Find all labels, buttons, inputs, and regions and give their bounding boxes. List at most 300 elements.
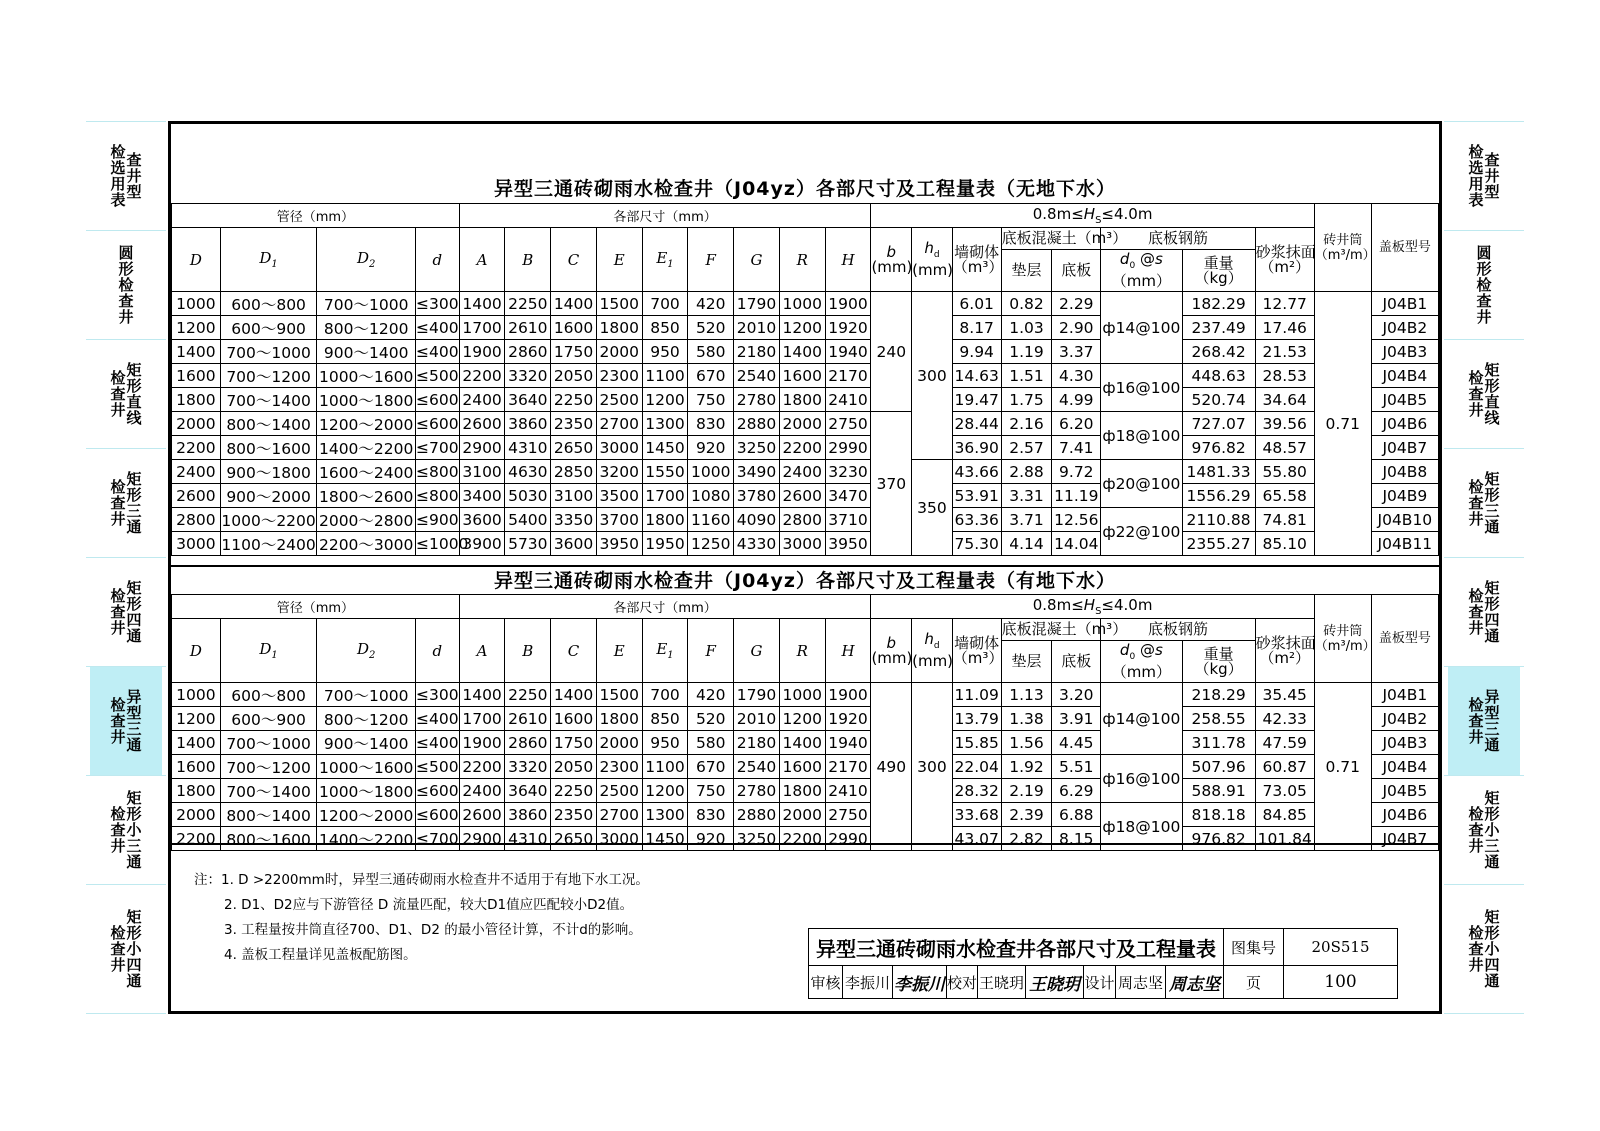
table-cell: 1000～1600 bbox=[317, 364, 416, 388]
table-cell: 3.37 bbox=[1052, 340, 1101, 364]
slab-rebar-header: 底板钢筋 bbox=[1101, 619, 1256, 641]
cover-type: J04B5 bbox=[1371, 779, 1438, 803]
notes bbox=[194, 868, 649, 968]
table-cell: 47.59 bbox=[1255, 731, 1314, 755]
table-cell: ≤400 bbox=[415, 316, 459, 340]
table-row bbox=[172, 364, 1439, 388]
table-cell: 2180 bbox=[734, 340, 780, 364]
table-cell: ≤800 bbox=[415, 460, 459, 484]
table-cell: 2400 bbox=[459, 388, 505, 412]
table-cell: 311.78 bbox=[1182, 731, 1255, 755]
sidebar-item-2[interactable]: 检 查 井 矩 形 直 线 bbox=[110, 361, 142, 427]
table-cell: 700 bbox=[642, 292, 688, 316]
table-cell: 2.90 bbox=[1052, 316, 1101, 340]
table-cell: 2.88 bbox=[1001, 460, 1052, 484]
table-cell: 2350 bbox=[551, 803, 597, 827]
table-cell: 1900 bbox=[459, 731, 505, 755]
cover-type: J04B8 bbox=[1371, 460, 1438, 484]
table-cell: 800～1600 bbox=[220, 827, 317, 851]
table-cell: ≤300 bbox=[415, 292, 459, 316]
table-cell: 2600 bbox=[459, 803, 505, 827]
table-row bbox=[172, 803, 1439, 827]
table-cell: 268.42 bbox=[1182, 340, 1255, 364]
table-cell: 900～1800 bbox=[220, 460, 317, 484]
table-cell: 2600 bbox=[459, 412, 505, 436]
table-cell: ≤1000 bbox=[415, 532, 459, 556]
table-cell: 3950 bbox=[825, 532, 871, 556]
table-cell: 2200 bbox=[779, 827, 825, 851]
col-weight: 重量 （kg） bbox=[1182, 250, 1255, 292]
table-cell: ≤800 bbox=[415, 484, 459, 508]
table-cell: 2.57 bbox=[1001, 436, 1052, 460]
table-cell: 1250 bbox=[688, 532, 734, 556]
table-cell: 1920 bbox=[825, 707, 871, 731]
sidebar-item-6[interactable]: 检 查 井 矩 形 小 三 通 bbox=[110, 789, 142, 871]
table-cell: 700～1200 bbox=[220, 364, 317, 388]
table-cell: 800～1400 bbox=[220, 803, 317, 827]
note-4: 4. 盖板工程量详见盖板配筋图。 bbox=[224, 947, 417, 963]
table-cell: 2780 bbox=[734, 779, 780, 803]
table-cell: 1000 bbox=[688, 460, 734, 484]
table-cell: 2050 bbox=[551, 364, 597, 388]
table-cell: 1940 bbox=[825, 731, 871, 755]
table-cell: 700～1000 bbox=[317, 683, 416, 707]
table-cell: 39.56 bbox=[1255, 412, 1314, 436]
table-cell: 1920 bbox=[825, 316, 871, 340]
table-cell: 73.05 bbox=[1255, 779, 1314, 803]
table-row bbox=[172, 827, 1439, 851]
table-cell: 218.29 bbox=[1182, 683, 1255, 707]
table-cell: 101.84 bbox=[1255, 827, 1314, 851]
table-cell: 1450 bbox=[642, 827, 688, 851]
sidebar-item-4[interactable]: 检 查 井 矩 形 四 通 bbox=[1468, 579, 1500, 645]
dims-header: 各部尺寸（mm） bbox=[459, 595, 871, 619]
sidebar-item-7[interactable]: 检 查 井 矩 形 小 四 通 bbox=[1468, 908, 1500, 990]
table-cell: 2600 bbox=[779, 484, 825, 508]
table-cell: 4310 bbox=[505, 827, 551, 851]
table-cell: 1800 bbox=[642, 508, 688, 532]
table-cell: 6.20 bbox=[1052, 412, 1101, 436]
table-cell: 8.15 bbox=[1052, 827, 1101, 851]
note-1: 注：1. D >2200mm时，异型三通砖砌雨水检查井不适用于有地下水工况。 bbox=[194, 872, 649, 888]
sidebar-item-6[interactable]: 检 查 井 矩 形 小 三 通 bbox=[1468, 789, 1500, 871]
col-A: A bbox=[459, 619, 505, 683]
table-cell: 55.80 bbox=[1255, 460, 1314, 484]
col-hd: $h_d$ (mm) bbox=[912, 228, 953, 292]
table-cell: 60.87 bbox=[1255, 755, 1314, 779]
table-cell: 1000 bbox=[172, 683, 221, 707]
table-cell: 3200 bbox=[596, 460, 642, 484]
shaft-header: 砖井筒 （m³/m） bbox=[1314, 204, 1371, 292]
table-cell: 2200 bbox=[779, 436, 825, 460]
table-cell: 700～1400 bbox=[220, 779, 317, 803]
sidebar-item-3[interactable]: 检 查 井 矩 形 三 通 bbox=[110, 470, 142, 536]
table-cell: 2410 bbox=[825, 388, 871, 412]
table-cell: 2000～2800 bbox=[317, 508, 416, 532]
table-cell: 700 bbox=[642, 683, 688, 707]
table-cell: 1400～2200 bbox=[317, 436, 416, 460]
table-cell: 3.91 bbox=[1052, 707, 1101, 731]
table-cell: 800～1400 bbox=[220, 412, 317, 436]
table-cell: 3000 bbox=[779, 532, 825, 556]
table-cell: 1750 bbox=[551, 340, 597, 364]
table-cell: 2800 bbox=[779, 508, 825, 532]
table-cell: 48.57 bbox=[1255, 436, 1314, 460]
rows-no-groundwater bbox=[172, 292, 1439, 556]
table-cell: 1000～1600 bbox=[317, 755, 416, 779]
check-label: 校对 bbox=[947, 966, 978, 999]
cover-type: J04B7 bbox=[1371, 436, 1438, 460]
cover-type: J04B1 bbox=[1371, 292, 1438, 316]
table-cell: ≤400 bbox=[415, 340, 459, 364]
page-label: 页 bbox=[1224, 966, 1284, 999]
table-cell: 420 bbox=[688, 683, 734, 707]
table-cell: ≤600 bbox=[415, 803, 459, 827]
table-cell: 7.41 bbox=[1052, 436, 1101, 460]
table-cell: 5030 bbox=[505, 484, 551, 508]
rebar-spacing: ф20@100 bbox=[1101, 460, 1182, 508]
col-E: E bbox=[596, 228, 642, 292]
table-cell: 670 bbox=[688, 755, 734, 779]
table-cell: 1400 bbox=[459, 683, 505, 707]
table-cell: 1200 bbox=[642, 779, 688, 803]
table-cell: 2000 bbox=[779, 803, 825, 827]
table-cell: 84.85 bbox=[1255, 803, 1314, 827]
depth-header: $0.8m\le H_S\le 4.0m$ bbox=[871, 595, 1314, 619]
table-cell: 1600 bbox=[551, 707, 597, 731]
table-cell: 1950 bbox=[642, 532, 688, 556]
table-cell: 1800 bbox=[172, 779, 221, 803]
table-cell: 2300 bbox=[596, 755, 642, 779]
table-cell: 4.99 bbox=[1052, 388, 1101, 412]
table-cell: 420 bbox=[688, 292, 734, 316]
table-cell: 1000 bbox=[172, 292, 221, 316]
table-cell: 65.58 bbox=[1255, 484, 1314, 508]
table-cell: 1300 bbox=[642, 412, 688, 436]
table-cell: 2.16 bbox=[1001, 412, 1052, 436]
table-cell: 1900 bbox=[825, 683, 871, 707]
cover-type: J04B9 bbox=[1371, 484, 1438, 508]
table-cell: 2300 bbox=[596, 364, 642, 388]
col-plaster: 砂浆抹面 （m²） bbox=[1255, 619, 1314, 683]
slab-rebar-header: 底板钢筋 bbox=[1101, 228, 1256, 250]
col-R: R bbox=[779, 619, 825, 683]
table-cell: 670 bbox=[688, 364, 734, 388]
table-cell: 2010 bbox=[734, 316, 780, 340]
table-cell: 2780 bbox=[734, 388, 780, 412]
col-plaster: 砂浆抹面 （m²） bbox=[1255, 228, 1314, 292]
col-F: F bbox=[688, 228, 734, 292]
table-cell: 1400 bbox=[172, 340, 221, 364]
table-cell: 2200 bbox=[172, 436, 221, 460]
table-cell: 2860 bbox=[505, 731, 551, 755]
col-base: 底板 bbox=[1052, 250, 1101, 292]
table-cell: ≤600 bbox=[415, 388, 459, 412]
table-cell: 4.30 bbox=[1052, 364, 1101, 388]
table-cell: 36.90 bbox=[952, 436, 1001, 460]
table-cell: 1800 bbox=[779, 388, 825, 412]
table-cell: 3860 bbox=[505, 803, 551, 827]
table-cell: 3700 bbox=[596, 508, 642, 532]
table-cell: 1940 bbox=[825, 340, 871, 364]
table-cell: 700～1200 bbox=[220, 755, 317, 779]
table-cell: 2650 bbox=[551, 827, 597, 851]
table-cell: 2200 bbox=[172, 827, 221, 851]
sidebar-item-7[interactable]: 检 查 井 矩 形 小 四 通 bbox=[110, 908, 142, 990]
atlas-label: 图集号 bbox=[1224, 929, 1284, 966]
table-cell: 1700 bbox=[642, 484, 688, 508]
table-cell: 3400 bbox=[459, 484, 505, 508]
table-cell: 2000 bbox=[779, 412, 825, 436]
table-cell: 1400～2200 bbox=[317, 827, 416, 851]
shaft-volume: 0.71 bbox=[1314, 683, 1371, 851]
table-cell: 2.19 bbox=[1001, 779, 1052, 803]
table-cell: 1800 bbox=[596, 316, 642, 340]
sidebar-item-1[interactable]: 圆 形 检 查 井 bbox=[118, 244, 134, 326]
table-cell: 1600 bbox=[779, 364, 825, 388]
table-row bbox=[172, 755, 1439, 779]
hd-value: 300 bbox=[912, 683, 953, 851]
table-cell: ≤400 bbox=[415, 707, 459, 731]
table-cell: 1000～1800 bbox=[317, 388, 416, 412]
table-cell: 1.13 bbox=[1001, 683, 1052, 707]
cover-type: J04B7 bbox=[1371, 827, 1438, 851]
table-cell: 3.31 bbox=[1001, 484, 1052, 508]
sidebar-item-0[interactable]: 检 选 用 表 查 井 型 bbox=[110, 143, 142, 209]
table-cell: ≤700 bbox=[415, 436, 459, 460]
sidebar-item-5[interactable]: 检 查 井 异 型 三 通 bbox=[90, 667, 162, 775]
col-B: B bbox=[505, 228, 551, 292]
hd-value: 300 bbox=[912, 292, 953, 460]
table-cell: 2750 bbox=[825, 803, 871, 827]
table-cell: 520.74 bbox=[1182, 388, 1255, 412]
designer-signature: 周志坚 bbox=[1166, 966, 1224, 999]
table-cell: 5.51 bbox=[1052, 755, 1101, 779]
table-row bbox=[172, 683, 1439, 707]
rebar-spacing: ф18@100 bbox=[1101, 803, 1182, 851]
table-cell: 2050 bbox=[551, 755, 597, 779]
table-cell: 3.20 bbox=[1052, 683, 1101, 707]
table-cell: 1200 bbox=[779, 316, 825, 340]
table-cell: 800～1200 bbox=[317, 707, 416, 731]
table-cell: 2000 bbox=[596, 731, 642, 755]
table-cell: 9.94 bbox=[952, 340, 1001, 364]
page-number: 100 bbox=[1284, 966, 1398, 999]
table-cell: 1.56 bbox=[1001, 731, 1052, 755]
table-cell: 1500 bbox=[596, 292, 642, 316]
col-E1: $E_1$ bbox=[642, 619, 688, 683]
table-no-groundwater bbox=[171, 203, 1439, 556]
rebar-spacing: ф16@100 bbox=[1101, 364, 1182, 412]
table-cell: 1.51 bbox=[1001, 364, 1052, 388]
table-cell: 2400 bbox=[779, 460, 825, 484]
sidebar-item-1[interactable]: 圆 形 检 查 井 bbox=[1476, 244, 1492, 326]
col-b: b (mm) bbox=[871, 228, 912, 292]
table-cell: 14.63 bbox=[952, 364, 1001, 388]
table-cell: 1790 bbox=[734, 292, 780, 316]
table-row bbox=[172, 532, 1439, 556]
table-cell: 3230 bbox=[825, 460, 871, 484]
table-cell: 3640 bbox=[505, 388, 551, 412]
atlas-number: 20S515 bbox=[1284, 929, 1398, 966]
table-cell: 2900 bbox=[459, 436, 505, 460]
table-cell: 600～800 bbox=[220, 292, 317, 316]
table-cell: 1000～2200 bbox=[220, 508, 317, 532]
col-D: D bbox=[172, 228, 221, 292]
col-C: C bbox=[551, 619, 597, 683]
col-b: b (mm) bbox=[871, 619, 912, 683]
table-cell: 1200 bbox=[642, 388, 688, 412]
table-cell: 2.39 bbox=[1001, 803, 1052, 827]
table-cell: 588.91 bbox=[1182, 779, 1255, 803]
table-cell: 1400 bbox=[779, 731, 825, 755]
table-cell: 42.33 bbox=[1255, 707, 1314, 731]
table-cell: 700～1000 bbox=[220, 340, 317, 364]
table-cell: 15.85 bbox=[952, 731, 1001, 755]
table-cell: 33.68 bbox=[952, 803, 1001, 827]
table-cell: 448.63 bbox=[1182, 364, 1255, 388]
table-cell: 2610 bbox=[505, 707, 551, 731]
table-title-groundwater: 异型三通砖砌雨水检查井（J04yz）各部尺寸及工程量表（有地下水） bbox=[494, 570, 1116, 592]
checker-signature: 王晓玥 bbox=[1026, 966, 1084, 999]
table-cell: 2880 bbox=[734, 412, 780, 436]
table-groundwater bbox=[171, 594, 1439, 851]
table-cell: 3640 bbox=[505, 779, 551, 803]
table-cell: 600～800 bbox=[220, 683, 317, 707]
rebar-spacing: ф22@100 bbox=[1101, 508, 1182, 556]
table-cell: 507.96 bbox=[1182, 755, 1255, 779]
table-cell: 1450 bbox=[642, 436, 688, 460]
table-cell: 2850 bbox=[551, 460, 597, 484]
sidebar-item-0[interactable]: 检 选 用 表 查 井 型 bbox=[1468, 143, 1500, 209]
table-cell: 4630 bbox=[505, 460, 551, 484]
cover-type: J04B6 bbox=[1371, 803, 1438, 827]
table-cell: 1400 bbox=[779, 340, 825, 364]
table-cell: 28.44 bbox=[952, 412, 1001, 436]
note-3: 3. 工程量按井筒直径700、D1、D2 的最小管径计算，不计d的影响。 bbox=[224, 922, 642, 938]
table-cell: 700～1000 bbox=[220, 731, 317, 755]
table-cell: 22.04 bbox=[952, 755, 1001, 779]
table-cell: ≤900 bbox=[415, 508, 459, 532]
section-groundwater bbox=[171, 565, 1439, 849]
col-D2: $D_2$ bbox=[317, 619, 416, 683]
sidebar-item-5[interactable]: 检 查 井 异 型 三 通 bbox=[1448, 667, 1520, 775]
table-cell: 830 bbox=[688, 803, 734, 827]
table-cell: 5400 bbox=[505, 508, 551, 532]
table-cell: 950 bbox=[642, 731, 688, 755]
table-cell: 1400 bbox=[172, 731, 221, 755]
sidebar-item-2[interactable]: 检 查 井 矩 形 直 线 bbox=[1468, 361, 1500, 427]
table-cell: 1700 bbox=[459, 707, 505, 731]
table-row bbox=[172, 707, 1439, 731]
table-cell: 2250 bbox=[505, 292, 551, 316]
table-cell: 700～1000 bbox=[317, 292, 416, 316]
dims-header: 各部尺寸（mm） bbox=[459, 204, 871, 228]
table-cell: 2250 bbox=[505, 683, 551, 707]
table-cell: 1800～2600 bbox=[317, 484, 416, 508]
table-cell: 1600 bbox=[172, 364, 221, 388]
table-cell: 2250 bbox=[551, 779, 597, 803]
table-cell: 1.38 bbox=[1001, 707, 1052, 731]
table-row bbox=[172, 779, 1439, 803]
b-value: 490 bbox=[871, 683, 912, 851]
table-cell: 2200 bbox=[459, 755, 505, 779]
table-cell: 2170 bbox=[825, 755, 871, 779]
table-row bbox=[172, 412, 1439, 436]
table-row bbox=[172, 436, 1439, 460]
table-cell: 850 bbox=[642, 707, 688, 731]
table-cell: 520 bbox=[688, 316, 734, 340]
col-d: d bbox=[415, 228, 459, 292]
shaft-volume: 0.71 bbox=[1314, 292, 1371, 556]
table-cell: 4330 bbox=[734, 532, 780, 556]
table-cell: 3.71 bbox=[1001, 508, 1052, 532]
col-cushion: 垫层 bbox=[1001, 641, 1052, 683]
table-cell: 2800 bbox=[172, 508, 221, 532]
section-no-groundwater bbox=[171, 124, 1439, 567]
table-cell: 1550 bbox=[642, 460, 688, 484]
table-cell: 53.91 bbox=[952, 484, 1001, 508]
table-cell: 1600 bbox=[551, 316, 597, 340]
table-row bbox=[172, 508, 1439, 532]
table-cell: 1790 bbox=[734, 683, 780, 707]
table-cell: 830 bbox=[688, 412, 734, 436]
table-cell: 5730 bbox=[505, 532, 551, 556]
table-cell: 13.79 bbox=[952, 707, 1001, 731]
table-cell: 800～1200 bbox=[317, 316, 416, 340]
table-cell: 6.01 bbox=[952, 292, 1001, 316]
table-cell: 2990 bbox=[825, 436, 871, 460]
rebar-spacing: ф16@100 bbox=[1101, 755, 1182, 803]
table-cell: 900～2000 bbox=[220, 484, 317, 508]
table-cell: 1300 bbox=[642, 803, 688, 827]
table-cell: ≤500 bbox=[415, 755, 459, 779]
table-cell: 4310 bbox=[505, 436, 551, 460]
table-cell: 1160 bbox=[688, 508, 734, 532]
table-cell: 976.82 bbox=[1182, 436, 1255, 460]
pipe-header: 管径（mm） bbox=[172, 204, 460, 228]
sidebar-item-3[interactable]: 检 查 井 矩 形 三 通 bbox=[1468, 470, 1500, 536]
table-cell: 2900 bbox=[459, 827, 505, 851]
title-block bbox=[808, 928, 1398, 999]
table-row bbox=[172, 340, 1439, 364]
table-cell: 1400 bbox=[551, 683, 597, 707]
table-cell: 3250 bbox=[734, 436, 780, 460]
table-cell: 1481.33 bbox=[1182, 460, 1255, 484]
table-cell: 2860 bbox=[505, 340, 551, 364]
table-cell: 700～1400 bbox=[220, 388, 317, 412]
table-cell: 1000 bbox=[779, 292, 825, 316]
table-cell: 1200～2000 bbox=[317, 803, 416, 827]
table-cell: 237.49 bbox=[1182, 316, 1255, 340]
table-cell: 1.92 bbox=[1001, 755, 1052, 779]
table-cell: 800～1600 bbox=[220, 436, 317, 460]
cover-type: J04B6 bbox=[1371, 412, 1438, 436]
table-cell: 2200～3000 bbox=[317, 532, 416, 556]
table-cell: 2540 bbox=[734, 364, 780, 388]
table-row bbox=[172, 316, 1439, 340]
sidebar-item-4[interactable]: 检 查 井 矩 形 四 通 bbox=[110, 579, 142, 645]
table-cell: 2010 bbox=[734, 707, 780, 731]
table-cell: 1000～1800 bbox=[317, 779, 416, 803]
table-cell: 1556.29 bbox=[1182, 484, 1255, 508]
reviewer-name: 李振川 bbox=[843, 966, 893, 999]
table-cell: 580 bbox=[688, 340, 734, 364]
table-cell: 3100 bbox=[459, 460, 505, 484]
hd-value: 350 bbox=[912, 460, 953, 556]
table-cell: 3000 bbox=[596, 436, 642, 460]
table-title-no-groundwater: 异型三通砖砌雨水检查井（J04yz）各部尺寸及工程量表（无地下水） bbox=[494, 178, 1116, 200]
